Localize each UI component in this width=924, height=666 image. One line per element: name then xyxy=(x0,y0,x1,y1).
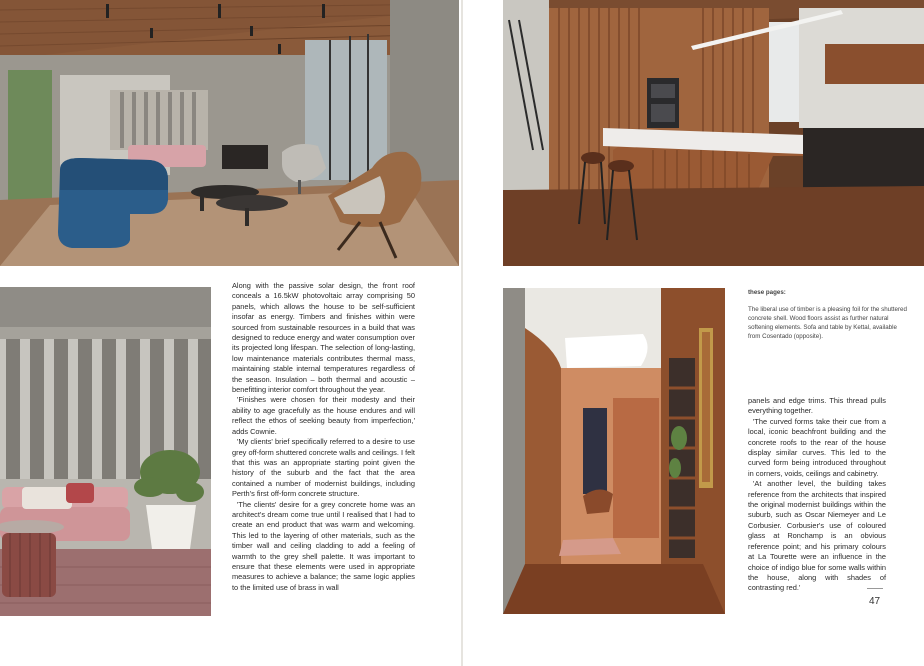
paragraph: panels and edge trims. This thread pulls everything together. xyxy=(748,396,886,416)
right-page xyxy=(463,0,924,666)
kitchen-photo xyxy=(503,0,924,266)
body-column-right xyxy=(748,396,886,594)
paragraph: 'The clients' desire for a grey concrete home was an architect's dream come true until I realised that I had to create an end product that was warm and welcoming. This led to the layering of other materials, such as the timber wall and ceiling cladding to add a feeling of warmth to the grey shell palette. It was important to ensure that these elements were used in appropriate measures to achieve a balance; the same logic applies to the limited use of brass in wall xyxy=(232,499,415,592)
page-number: 47 xyxy=(869,596,881,607)
paragraph: 'At another level, the building takes reference from the architects that inspired the original modernist buildings within the suburb, such as Oscar Niemeyer and Le Corbusier. Corbusier's use of coloured glass at Ronchamp is an obvious reference point; and his primary colours at La Tourette were an influence in the choice of indigo blue for some walls within the house, along with shades of contrasting red.' xyxy=(748,479,886,593)
kitchen-illustration xyxy=(503,0,924,266)
hallway-illustration xyxy=(503,288,725,614)
paragraph: 'My clients' brief specifically referred to a desire to use grey off-form shuttered concrete walls and ceilings. I felt that this was an appropriate starting point given the history of the suburb and the fact that the area contained a number of modernist buildings, including Perth's first off-form concrete structure. xyxy=(232,437,415,499)
living-room-photo xyxy=(0,0,459,266)
paragraph: 'The curved forms take their cue from a local, iconic beachfront building and the concrete roofs to the rear of the house display similar curves. This led to the curved form being introduced throughout in corners, voids, ceilings and cabinetry. xyxy=(748,416,886,478)
body-column-left xyxy=(232,281,415,593)
paragraph: 'Finishes were chosen for their modesty and their ability to age gracefully as the house endures and will reflect the ethos of seeking beauty from imperfection,' adds Cownie. xyxy=(232,395,415,436)
paragraph: Along with the passive solar design, the front roof conceals a 16.5kW photovoltaic array comprising 50 panels, which allows the house to be self-sufficient insofar as energy. Timbers and finishes within were sourced from sustainable resources in a build that was designed to reduce energy and water consumption over its projected long lifespan. The selection of long-lasting, low maintenance materials contributes thermal mass, maintaining stable internal temperatures regardless of the season. Insulation – both thermal and acoustic – benefitting interior comfort throughout the year. xyxy=(232,281,415,395)
hallway-photo xyxy=(503,288,725,614)
photo-caption xyxy=(748,288,908,341)
living-room-illustration xyxy=(0,0,459,266)
caption-text: The liberal use of timber is a pleasing foil for the shuttered concrete shell. Wood floors assist as further natural softening elements. Sofa and table by Kettal, available from Cosentado (opposite). xyxy=(748,306,907,340)
patio-photo xyxy=(0,287,211,616)
caption-lead: these pages: xyxy=(748,289,786,296)
left-page xyxy=(0,0,461,666)
folio-rule xyxy=(867,588,883,589)
patio-illustration xyxy=(0,287,211,616)
